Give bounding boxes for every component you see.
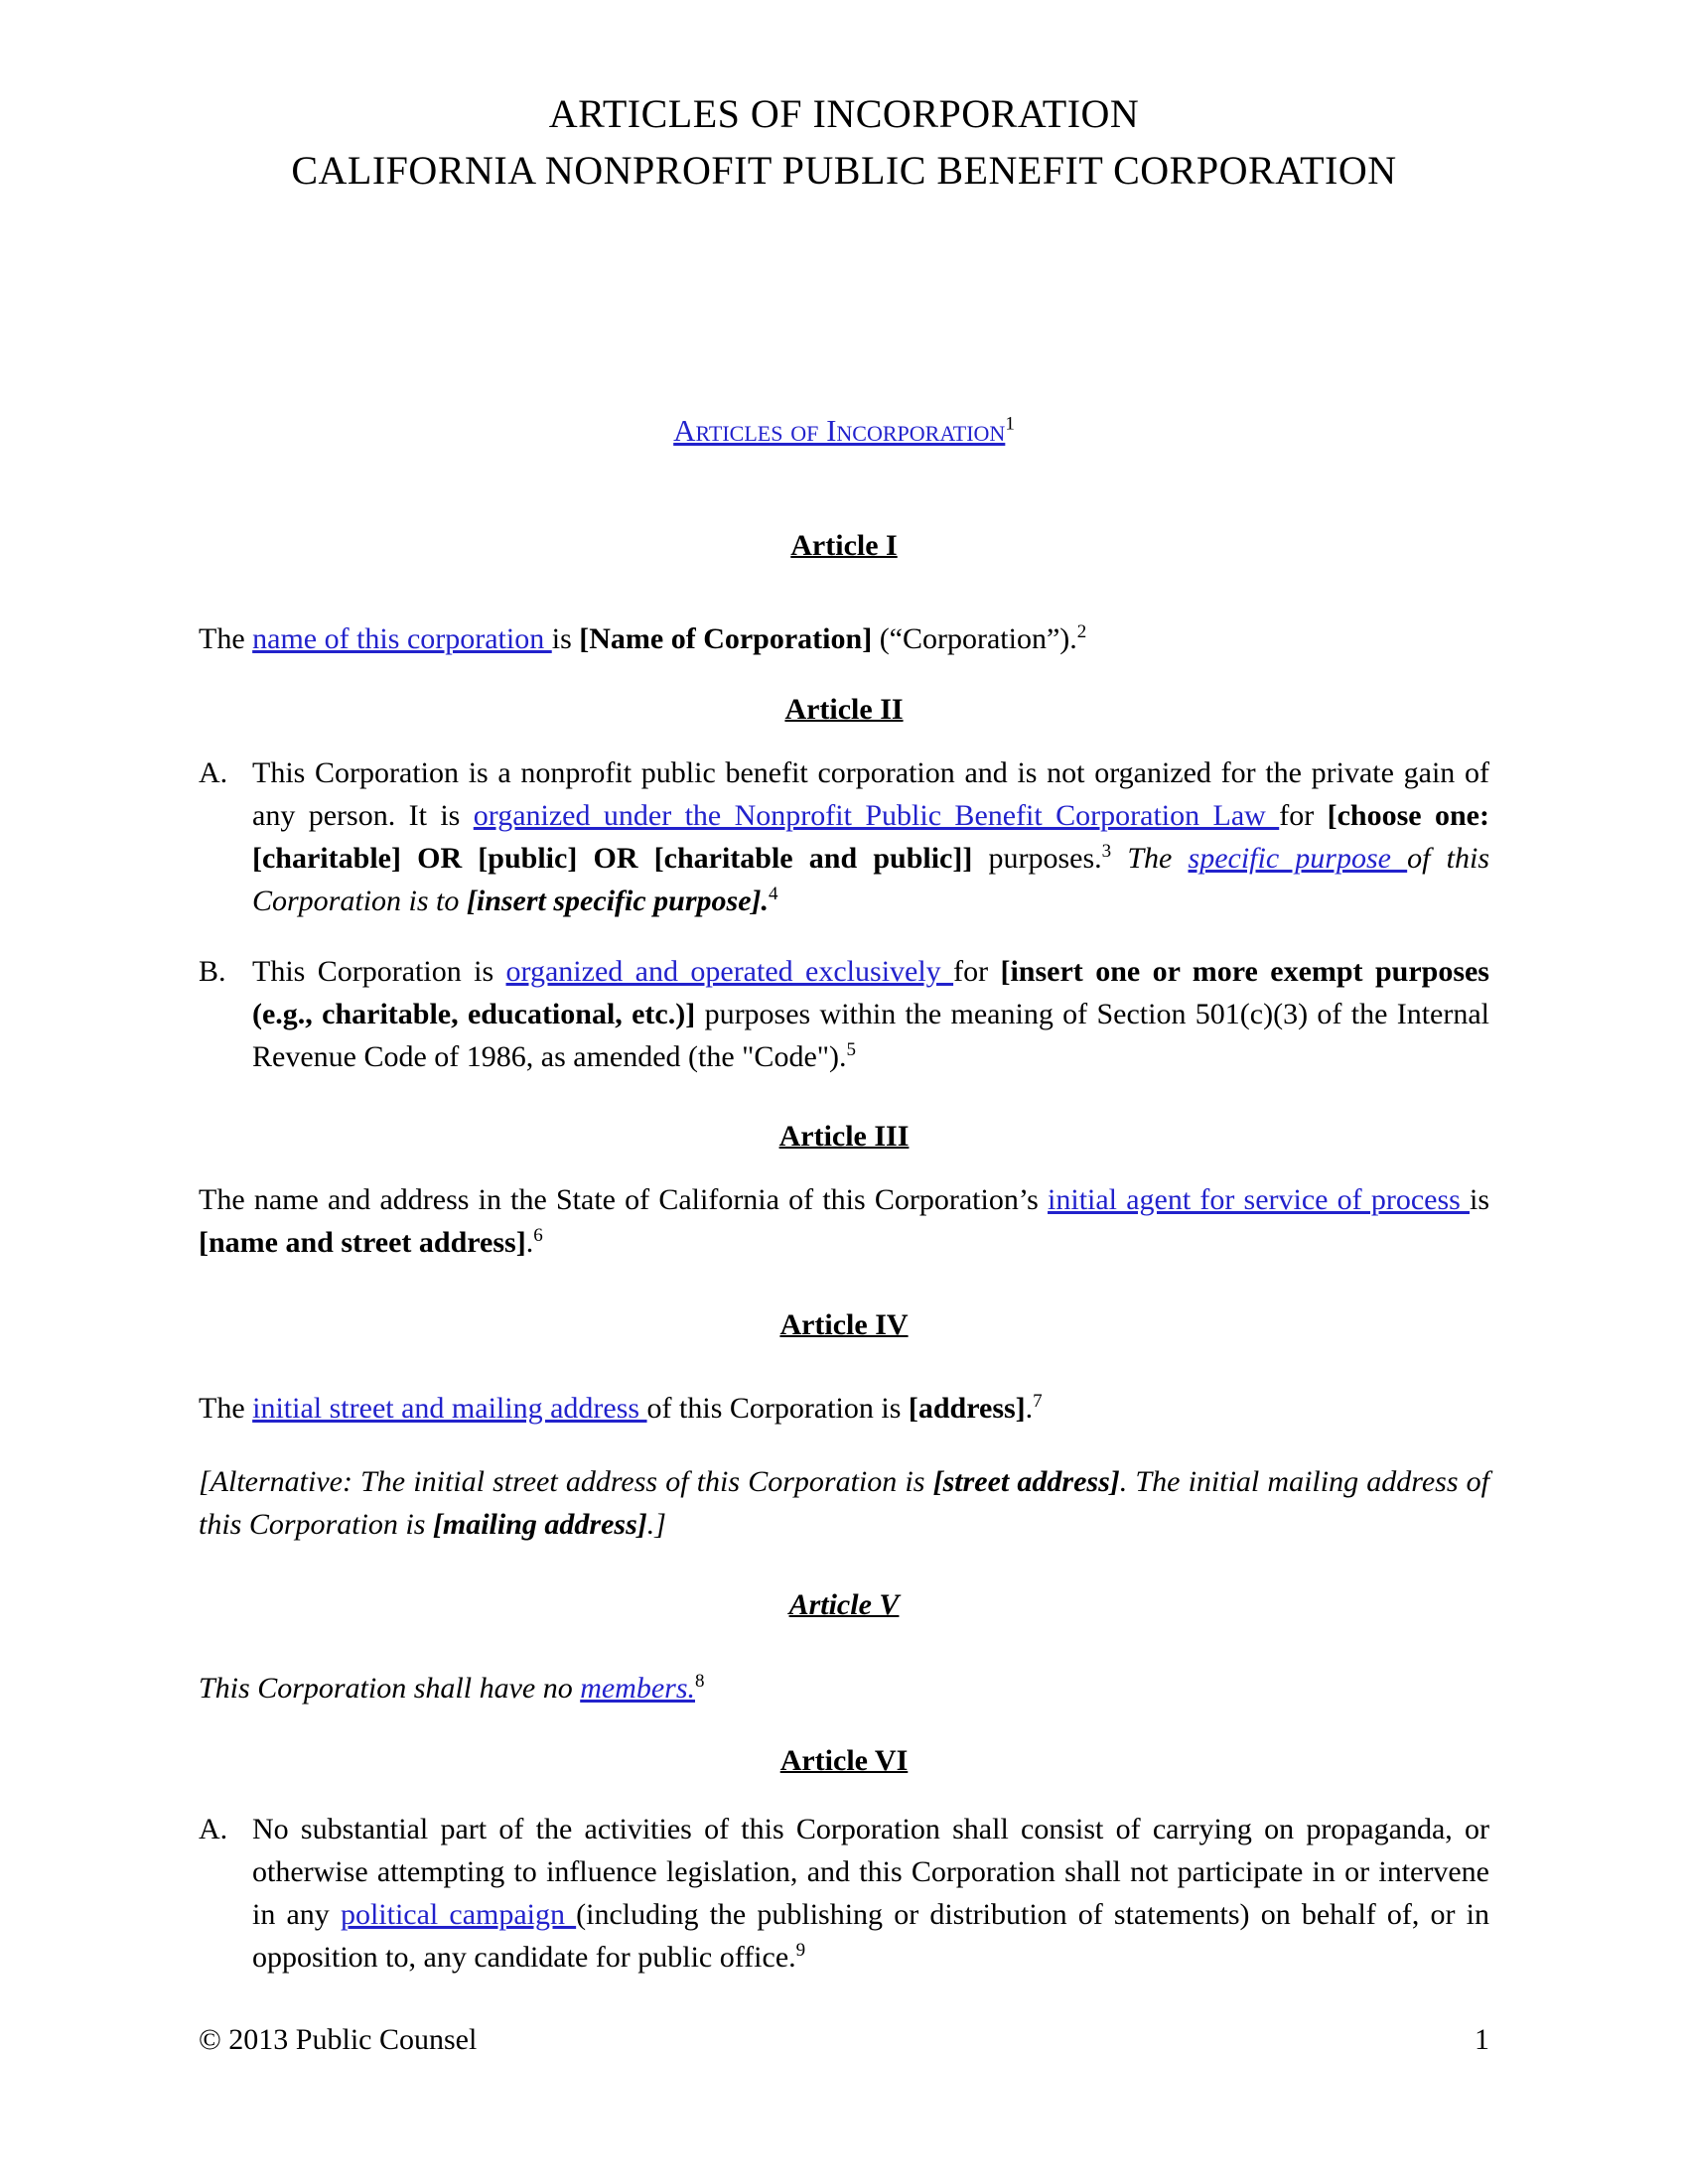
hyperlink[interactable]: Articles of Incorporation	[673, 413, 1006, 448]
text-run: [address]	[908, 1392, 1026, 1425]
article-4-heading-text: Article IV	[779, 1308, 909, 1341]
text-run: This Corporation shall have no	[199, 1672, 581, 1705]
article-1-heading	[199, 526, 1489, 566]
text-run: for	[1279, 799, 1328, 832]
text-run: . The initial mailing address of this Corporation is	[199, 1465, 1489, 1541]
footnote-ref: 4	[769, 884, 778, 904]
list-label: A.	[199, 1813, 228, 1845]
article-2-item-b	[199, 950, 1489, 1078]
article-3-heading-text: Article III	[778, 1120, 910, 1153]
text-run: The	[199, 622, 253, 655]
hyperlink[interactable]: political campaign	[340, 1898, 577, 1931]
text-run: [insert one or more exempt purposes (e.g., charitable, educational, etc.)]	[252, 955, 1489, 1030]
article-6-heading	[199, 1741, 1489, 1781]
text-run: The	[1111, 842, 1189, 875]
article-5-heading	[199, 1585, 1489, 1625]
text-run: .]	[646, 1508, 666, 1541]
text-run: (“Corporation”).	[872, 622, 1077, 655]
text-run: This Corporation is a nonprofit public benefit corporation and is not organized for the private gain of any person. It is	[252, 756, 1489, 832]
footnote-ref: 8	[695, 1671, 705, 1692]
article-3-heading	[199, 1117, 1489, 1157]
text-run: No substantial part of the activities of this Corporation shall consist of carrying on propaganda, or otherwise attempting to influence legislation, and this Corporation shall not participate in or intervene in any	[252, 1813, 1489, 1931]
text-run: of this Corporation is to	[252, 842, 1490, 917]
footnote-ref: 6	[533, 1225, 543, 1246]
text-run: purposes within the meaning of Section 501(c)(3) of the Internal Revenue Code of 1986, as amended (the "Code").	[252, 998, 1490, 1073]
text-run: .	[1025, 1392, 1034, 1425]
hyperlink[interactable]: initial street and mailing address	[252, 1392, 647, 1425]
article-4-alternative-paragraph	[199, 1460, 1489, 1546]
text-run: is	[551, 622, 580, 655]
article-2-heading	[199, 690, 1489, 730]
text-run: [mailing address]	[432, 1508, 647, 1541]
list-item-body	[252, 1808, 1489, 1979]
text-run: of this Corporation is	[646, 1392, 909, 1425]
document-title-line2: CALIFORNIA NONPROFIT PUBLIC BENEFIT CORPORATION	[291, 148, 1397, 193]
page-footer	[199, 2020, 1489, 2060]
document-title	[199, 85, 1489, 199]
text-run: (including the publishing or distribution of statements) on behalf of, or in opposition to, any candidate for public office.	[252, 1898, 1490, 1974]
article-1-paragraph	[199, 617, 1489, 660]
text-run: .	[525, 1226, 534, 1259]
footnote-ref: 9	[795, 1940, 806, 1961]
page-number: 1	[1475, 2023, 1489, 2056]
text-run: This Corporation is	[252, 955, 506, 988]
text-run: The	[199, 1392, 253, 1425]
text-run: [Alternative: The initial street address of this Corporation is	[199, 1465, 933, 1498]
document-content	[199, 0, 1489, 1979]
article-2-item-a	[199, 751, 1489, 922]
text-run: purposes.	[972, 842, 1102, 875]
article-1-heading-text: Article I	[790, 529, 898, 562]
text-run: [Name of Corporation]	[579, 622, 873, 655]
toc-reference-heading	[199, 411, 1489, 451]
list-label: B.	[199, 955, 226, 988]
list-item-body	[252, 950, 1489, 1078]
article-5-heading-text: Article V	[788, 1588, 900, 1621]
text-run: [name and street address]	[199, 1226, 526, 1259]
article-2-heading-text: Article II	[784, 693, 904, 726]
text-run: for	[953, 955, 1001, 988]
hyperlink[interactable]: members.	[580, 1672, 696, 1705]
text-run: [insert specific purpose].	[466, 885, 770, 917]
article-4-paragraph	[199, 1387, 1489, 1430]
footnote-ref: 2	[1076, 621, 1087, 642]
document-title-line1: ARTICLES OF INCORPORATION	[548, 91, 1140, 136]
footnote-ref: 7	[1033, 1391, 1043, 1412]
list-label: A.	[199, 756, 228, 789]
copyright-text: © 2013 Public Counsel	[199, 2023, 478, 2056]
article-6-item-a	[199, 1808, 1489, 1979]
list-item-body	[252, 751, 1489, 922]
article-3-paragraph	[199, 1178, 1489, 1264]
hyperlink[interactable]: organized under the Nonprofit Public Benefit Corporation Law	[473, 799, 1280, 832]
footnote-ref: 3	[1101, 841, 1112, 862]
text-run: [choose one: [charitable] OR [public] OR [charitable and public]]	[252, 799, 1489, 875]
hyperlink[interactable]: organized and operated exclusively	[505, 955, 954, 988]
footnote-ref: 5	[846, 1039, 856, 1060]
text-run: The name and address in the State of California of this Corporation’s	[199, 1183, 1049, 1216]
footnote-ref: 1	[1005, 413, 1015, 435]
article-4-heading	[199, 1305, 1489, 1345]
text-run: [street address]	[932, 1465, 1120, 1498]
article-6-heading-text: Article VI	[779, 1744, 909, 1777]
hyperlink[interactable]: specific purpose	[1188, 842, 1408, 875]
hyperlink[interactable]: name of this corporation	[252, 622, 552, 655]
article-5-paragraph	[199, 1667, 1489, 1709]
hyperlink[interactable]: initial agent for service of process	[1048, 1183, 1470, 1216]
text-run: is	[1470, 1183, 1490, 1216]
